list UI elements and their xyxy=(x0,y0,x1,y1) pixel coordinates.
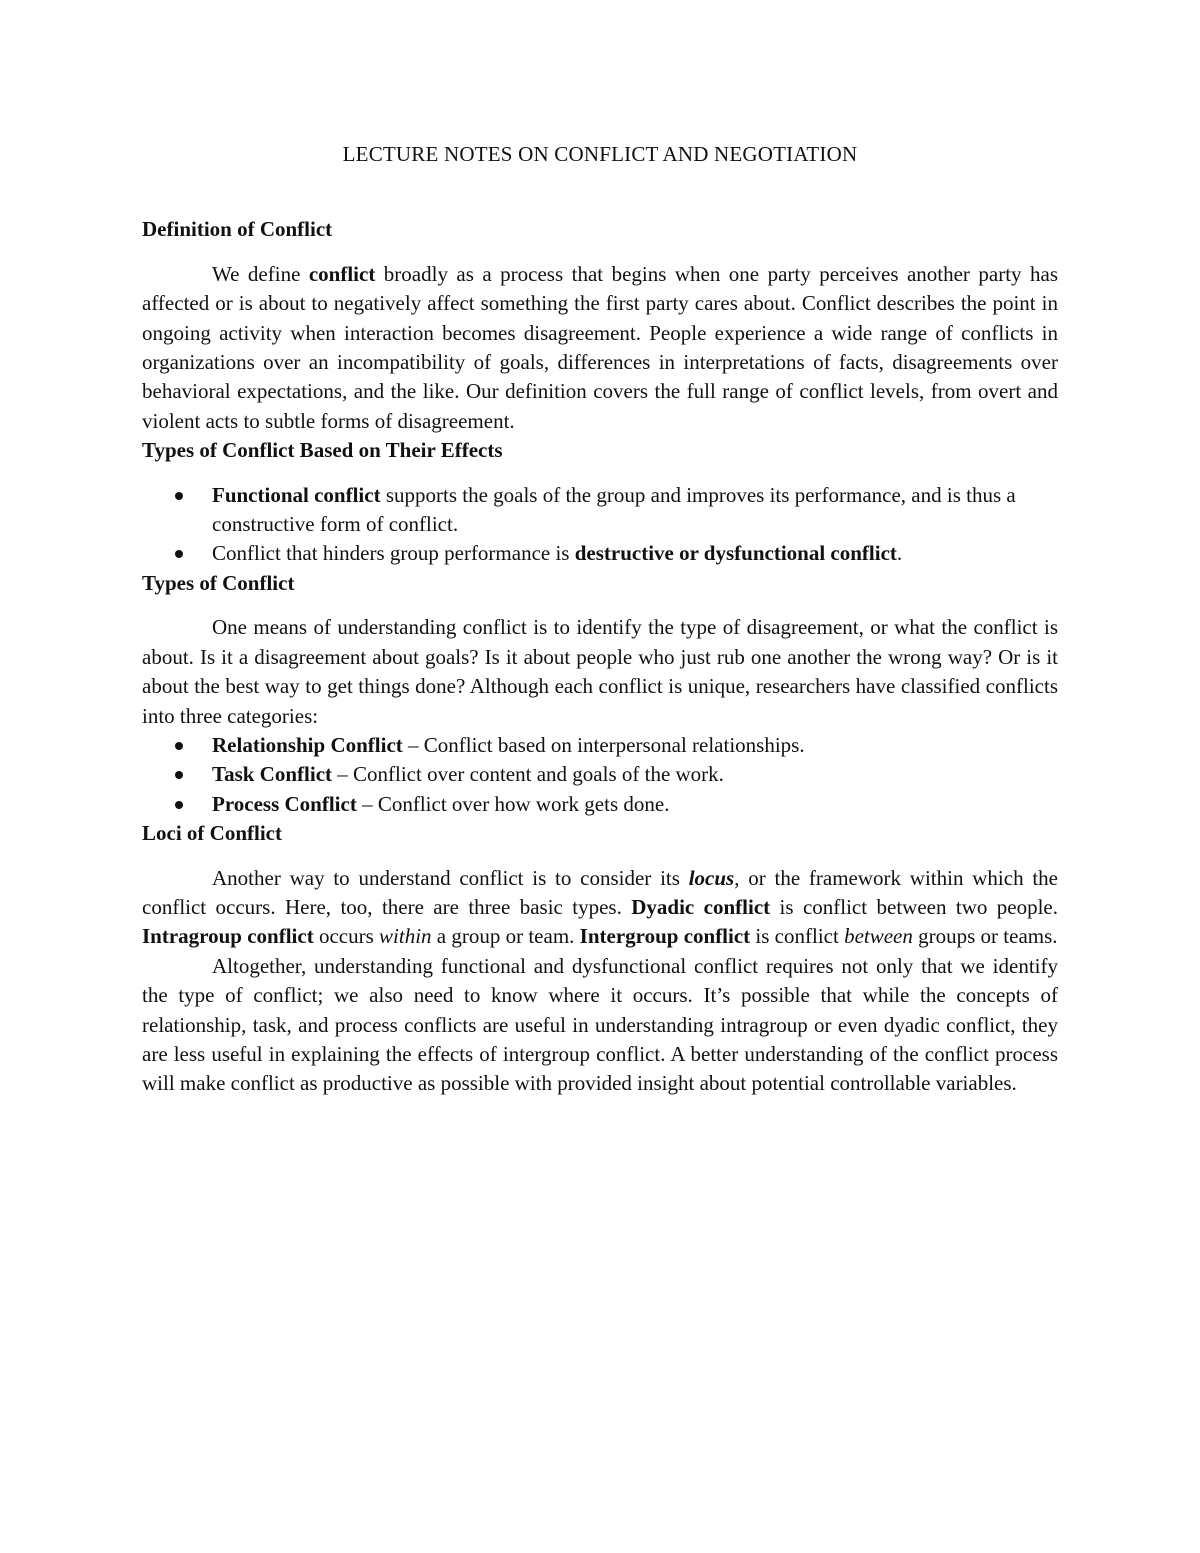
document-page xyxy=(142,140,1058,1099)
relationship-conflict-text: – Conflict based on interpersonal relationships. xyxy=(402,732,805,757)
definition-paragraph xyxy=(142,260,1058,436)
loci-text-f: is conflict xyxy=(750,924,845,949)
bullet-icon xyxy=(175,771,183,779)
dysfunctional-text: Conflict that hinders group performance is xyxy=(212,541,575,566)
loci-paragraph-1 xyxy=(142,864,1058,952)
bullet-icon xyxy=(175,492,183,500)
task-conflict-term: Task Conflict xyxy=(212,762,333,787)
bullet-icon xyxy=(175,742,183,750)
dysfunctional-end: . xyxy=(896,541,903,566)
loci-text-c: is conflict between two people. xyxy=(770,894,1058,919)
intragroup-conflict-term: Intragroup conflict xyxy=(142,924,314,949)
definition-term-conflict: conflict xyxy=(308,261,376,286)
list-item xyxy=(142,731,1058,760)
task-conflict-text: – Conflict over content and goals of the work. xyxy=(332,762,724,787)
list-item xyxy=(142,760,1058,789)
loci-text-b: , or the framework within which the conflict occurs. Here, too, there are three basic types. xyxy=(142,865,1058,919)
between-term: between xyxy=(844,924,913,949)
loci-text-a: Another way to understand conflict is to consider its xyxy=(212,865,689,890)
types-paragraph: One means of understanding conflict is to identify the type of disagreement, or what the conflict is about. Is it a disagreement about goals? Is it about people who just rub one another the wrong way? Or is it about the best way to get things done? Although each conflict is unique, researchers have classified conflicts into three categories: xyxy=(142,615,1058,728)
functional-conflict-term: Functional conflict xyxy=(212,482,381,507)
document-title: LECTURE NOTES ON CONFLICT AND NEGOTIATION xyxy=(342,142,858,166)
process-conflict-term: Process Conflict xyxy=(212,791,357,816)
intergroup-conflict-term: Intergroup conflict xyxy=(579,924,751,949)
loci-paragraph-2: Altogether, understanding functional and dysfunctional conflict requires not only that we identify the type of conflict; we also need to know where it occurs. It’s possible that while the concepts of relationship, task, and process conflicts are useful in understanding intragroup or even dyadic conflict, they are less useful in explaining the effects of intergroup conflict. A better understanding of the conflict process will make conflict as productive as possible with provided insight about potential controllable variables. xyxy=(142,953,1058,1096)
heading-loci: Loci of Conflict xyxy=(142,821,282,846)
definition-text-c: broadly as a process that begins when one party perceives another party has affected or is about to negatively affect something the first party cares about. Conflict describes the point in ongoing activity when interaction becomes disagreement. People experience a wide range of conflicts in organizations over an incompatibility of goals, differences in interpretations of facts, disagreements over behavioral expectations, and the like. Our definition covers the full range of conflict levels, from overt and violent acts to subtle forms of disagreement. xyxy=(142,261,1058,433)
heading-definition: Definition of Conflict xyxy=(142,217,333,242)
dyadic-conflict-term: Dyadic conflict xyxy=(631,894,771,919)
types-list xyxy=(142,731,1058,819)
loci-text-e: a group or team. xyxy=(431,924,580,949)
list-item xyxy=(142,481,1058,540)
within-term: within xyxy=(379,924,432,949)
loci-text-d: occurs xyxy=(313,924,380,949)
definition-text-a: We define xyxy=(212,261,309,286)
loci-text-g: groups or teams. xyxy=(912,924,1058,949)
dysfunctional-conflict-term: destructive or dysfunctional conflict xyxy=(574,541,897,566)
process-conflict-text: – Conflict over how work gets done. xyxy=(356,791,670,816)
list-item xyxy=(142,790,1058,819)
heading-types: Types of Conflict xyxy=(142,570,295,595)
list-item xyxy=(142,539,1058,568)
bullet-icon xyxy=(175,550,183,558)
relationship-conflict-term: Relationship Conflict xyxy=(212,732,403,757)
effects-list xyxy=(142,481,1058,569)
bullet-icon xyxy=(175,801,183,809)
heading-effects: Types of Conflict Based on Their Effects xyxy=(142,438,503,463)
functional-conflict-text: supports the goals of the group and improves its performance, and is thus a constructive form of conflict. xyxy=(212,482,1016,537)
locus-term: locus xyxy=(688,865,735,890)
